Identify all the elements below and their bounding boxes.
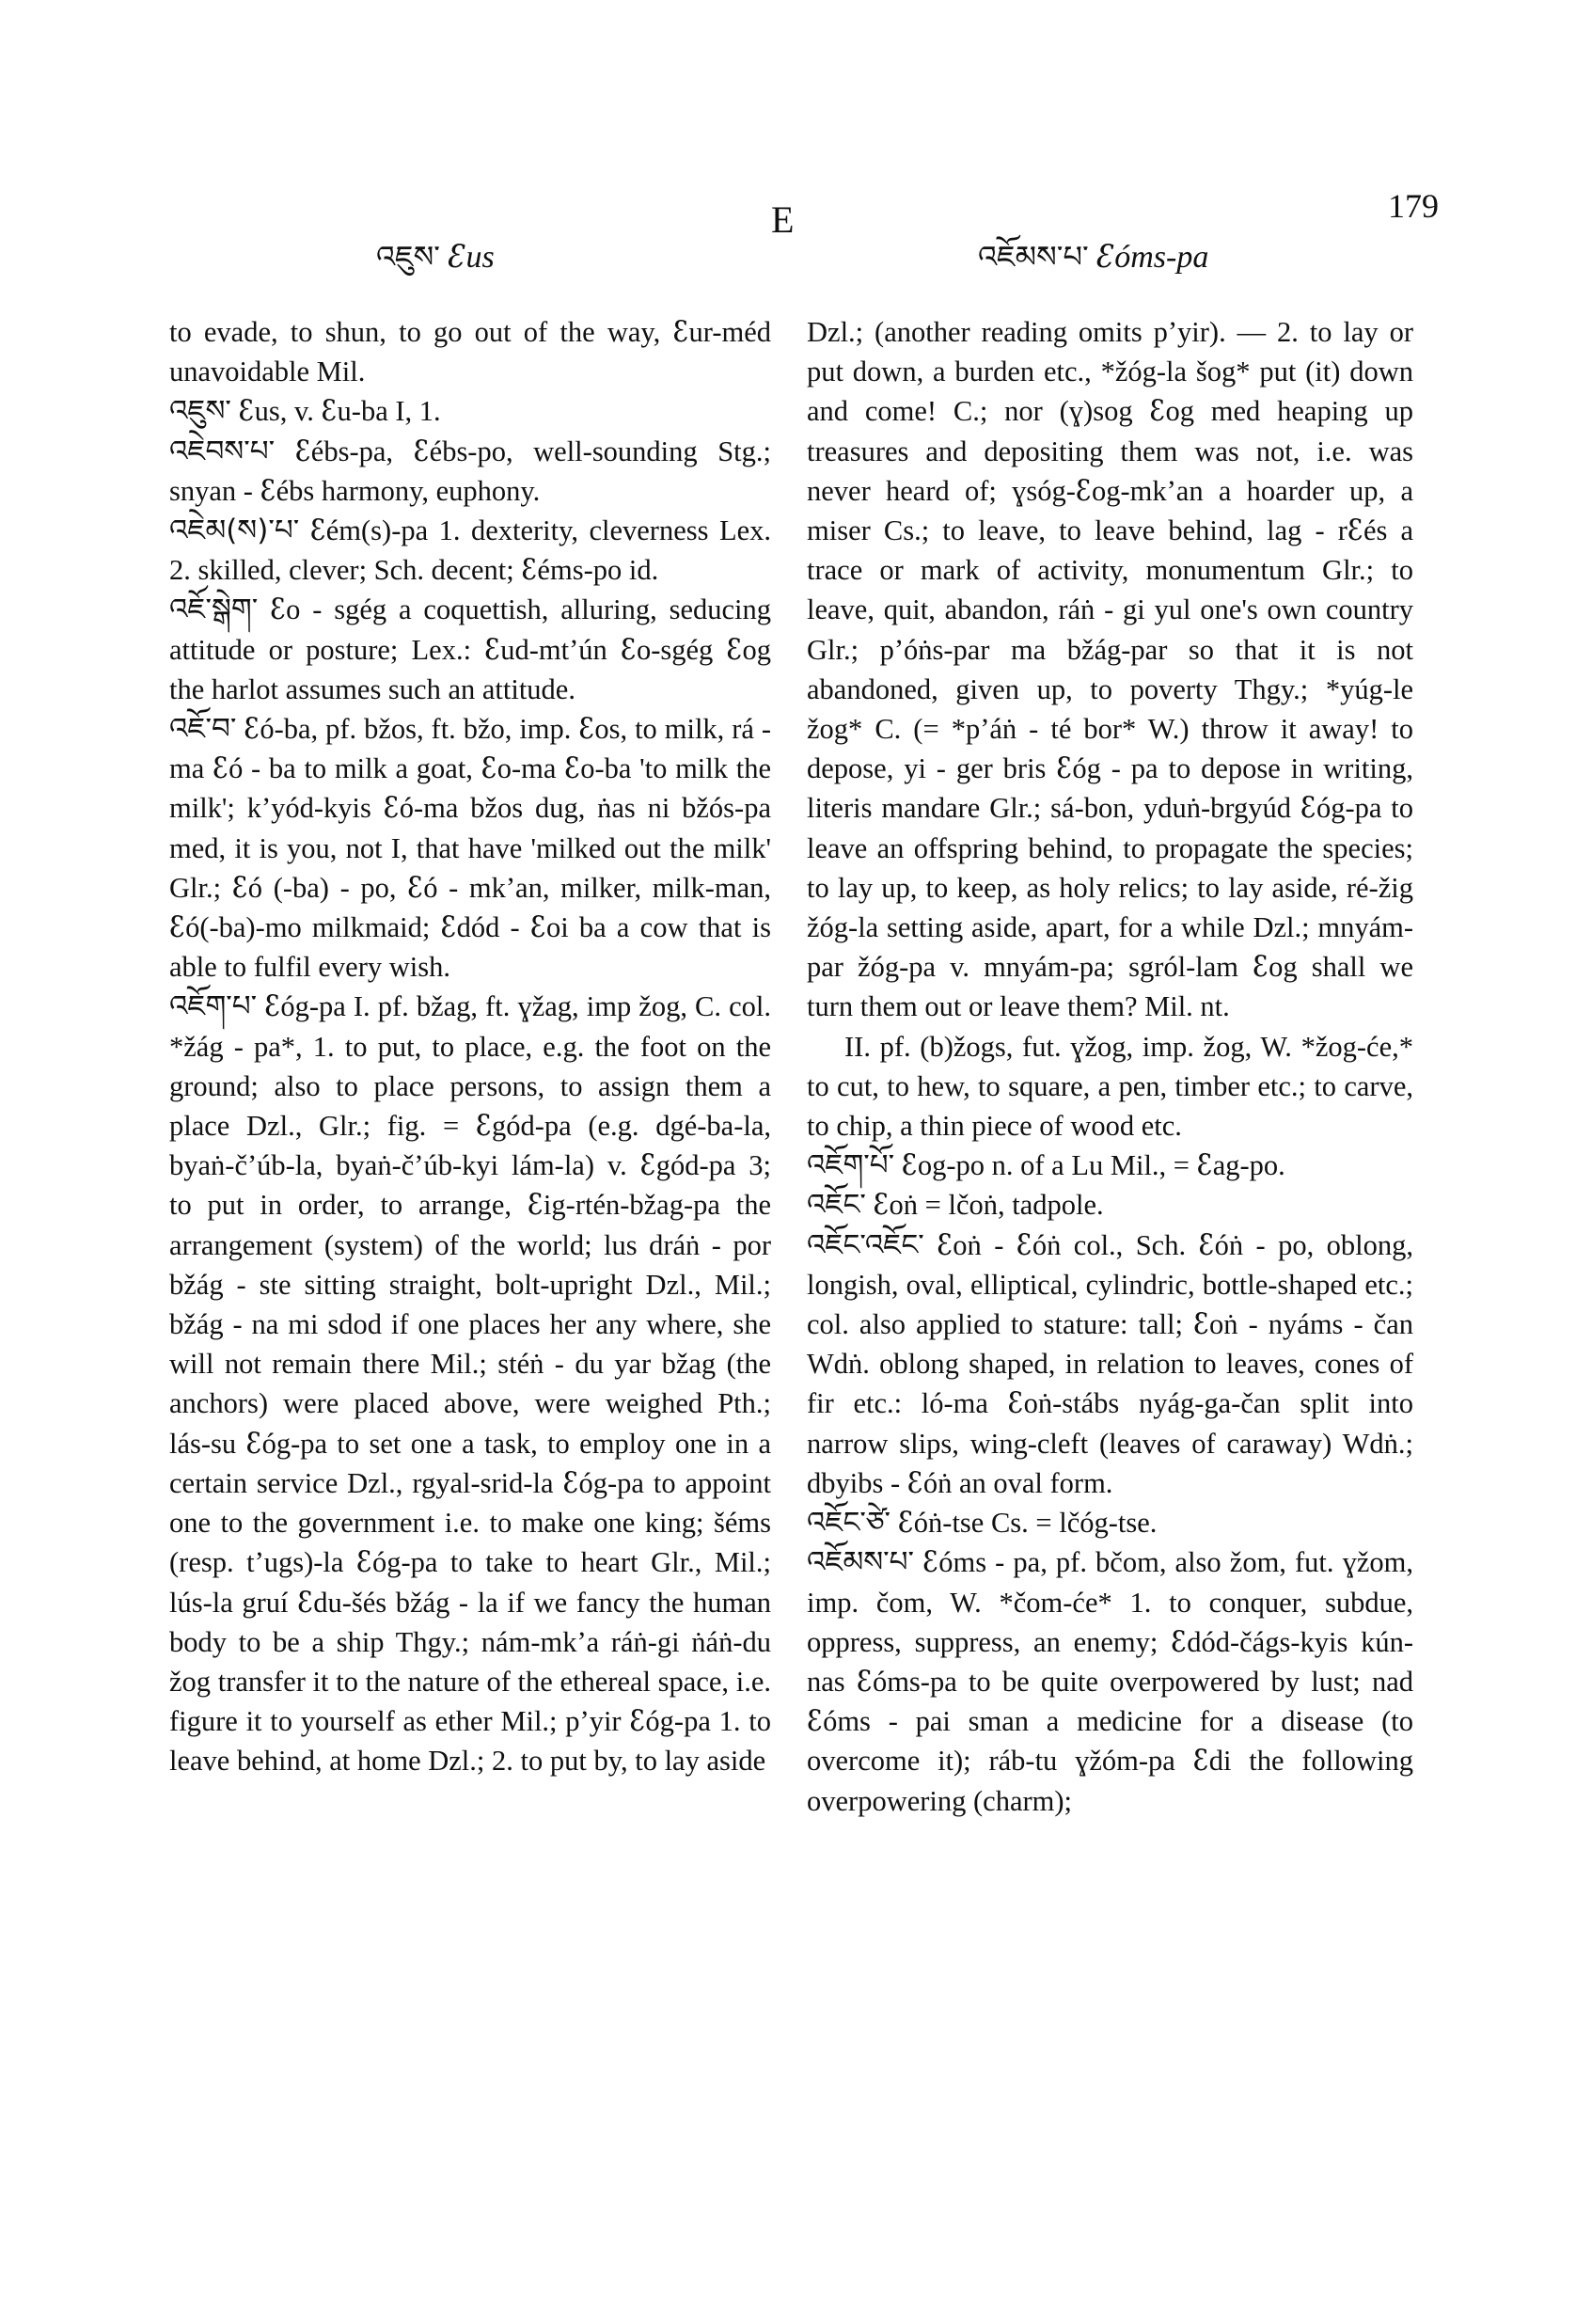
left-column (169, 312, 771, 1781)
entry-text: ꜫóṅ-tse Cs. = lčóg-tse. (897, 1507, 1158, 1540)
dictionary-entry (169, 432, 771, 511)
entry-sense-two: II. pf. (b)žogs, fut. ɣžog, imp. žog, W. *žog-će,* to cut, to hew, to square, a pen, timber etc.; to carve, to chip, a thin piece of wood etc. (807, 1030, 1413, 1143)
entry-headword: འཇོག་པ་ (169, 989, 258, 1024)
entry-headword: འཇོག་པོ་ (807, 1148, 895, 1183)
running-head-right-roman: ꜫóms-pa (1096, 240, 1209, 275)
entry-headword: འཇུས་ (169, 394, 231, 429)
running-head-left-roman: ꜫus (448, 240, 495, 275)
entry-text: ꜫóms - pa, pf. bčom, also žom, fut. ɣžom, imp. čom, W. *čom-će* 1. to conquer, subdue, oppress, suppress, an enemy; ꜫdód-čágs-kyis kún-nas ꜫóms-pa to be quite overpowered by lust; nad ꜫóms - pai sman a medicine for a disease (to overcome it); ráb-tu ɣžóm-pa ꜫdi the following overpowering (charm); (807, 1546, 1414, 1817)
dictionary-entry (169, 391, 771, 431)
entry-headword: འཇོང་ཙེ་ (807, 1506, 891, 1541)
dictionary-entry (169, 987, 771, 1780)
entry-headword: འཇོང་ (807, 1188, 866, 1223)
running-head-left (376, 224, 495, 308)
entry-text: ꜫém(s)-pa 1. dexterity, cleverness Lex. 2. skilled, clever; Sch. decent; ꜫéms-po id. (169, 514, 771, 587)
dictionary-entry (169, 511, 771, 590)
page-number: 179 (1388, 187, 1439, 225)
entry-continuation: to evade, to shun, to go out of the way, ꜫur-méd unavoidable Mil. (169, 316, 771, 388)
running-head-right (978, 224, 1208, 308)
entry-text: ꜫo - sgég a coquettish, alluring, seducing attitude or posture; Lex.: ꜫud-mtʼún ꜫo-sgég ꜫog the harlot assumes such an attitude. (169, 593, 771, 705)
entry-headword: འཇོམས་པ་ (807, 1545, 915, 1580)
dictionary-entry (807, 1185, 1413, 1225)
right-column (807, 312, 1413, 1821)
running-head-right-tibetan: འཇོམས་པ་ (978, 239, 1089, 275)
entry-headword: འཇོ་སྒེག་ (169, 593, 259, 627)
dictionary-entry (807, 1225, 1413, 1503)
running-head-left-tibetan: འཇུས་ (376, 239, 441, 275)
section-letter: E (771, 198, 795, 241)
entry-text: ꜫébs-pa, ꜫébs-po, well-sounding Stg.; snyan - ꜫébs harmony, euphony. (169, 435, 772, 507)
entry-text: ꜫóg-pa I. pf. bžag, ft. ɣžag, imp žog, C. col. *žág - pa*, 1. to put, to place, e.g. the foot on the ground; also to place persons, to assign them a place Dzl., Glr.; fig. = ꜫgód-pa (e.g. dgé-ba-la, byaṅ-čʼúb-la, byaṅ-čʼúb-kyi lám-la) v. ꜫgód-pa 3; to put in order, to arrange, ꜫig-rtén-bžag-pa the arrangement (system) of the world; lus dráṅ - por bžág - ste sitting straight, bolt-upright Dzl., Mil.; bžág - na mi sdod if one places her any where, she will not remain there Mil.; stéṅ - du yar bžag (the anchors) were placed above, were weighed Pth.; lás-su ꜫóg-pa to set one a task, to employ one in a certain service Dzl., rgyal-srid-la ꜫóg-pa to appoint one to the government i.e. to make one king; šéms (resp. tʼugs)-la ꜫóg-pa to take to heart Glr., Mil.; lús-la gruí ꜫdu-šés bžág - la if we fancy the human body to be a ship Thgy.; nám-mkʼa ráṅ-gi ṅáṅ-du žog transfer it to the nature of the ethereal space, i.e. figure it to yourself as ether Mil.; pʼyir ꜫóg-pa 1. to leave behind, at home Dzl.; 2. to put by, to lay aside (169, 990, 771, 1778)
dictionary-entry (169, 709, 771, 987)
entry-text: ꜫog-po n. of a Lu Mil., = ꜫag-po. (901, 1149, 1285, 1182)
entry-text: ꜫoṅ - ꜫóṅ col., Sch. ꜫóṅ - po, oblong, longish, oval, elliptical, cylindric, bottle-shaped etc.; col. also applied to stature: tall; ꜫoṅ - nyáms - čan Wdṅ. oblong shaped, in relation to leaves, cones of fir etc.: ló-ma ꜫoṅ-stábs nyág-ga-čan split into narrow slips, wing-cleft (leaves of caraway) Wdṅ.; dbyibs - ꜫóṅ an oval form. (807, 1228, 1414, 1499)
dictionary-entry (169, 590, 771, 709)
entry-headword: འཇོ་བ་ (169, 712, 237, 747)
dictionary-entry (807, 1503, 1413, 1542)
entry-text: ꜫó-ba, pf. bžos, ft. bžo, imp. ꜫos, to milk, rá - ma ꜫó - ba to milk a goat, ꜫo-ma ꜫo-ba 'to milk the milk'; kʼyód-kyis ꜫó-ma bžos dug, ṅas ni bžós-pa med, it is you, not I, that have 'milked out the milk' Glr.; ꜫó (-ba) - po, ꜫó - mkʼan, milker, milk-man, ꜫó(-ba)-mo milkmaid; ꜫdód - ꜫoi ba a cow that is able to fulfil every wish. (169, 713, 772, 984)
dictionary-entry (807, 1146, 1413, 1185)
dictionary-entry (807, 1542, 1413, 1820)
entry-continuation: Dzl.; (another reading omits pʼyir). — 2. to lay or put down, a burden etc., *žóg-la šog* put (it) down and come! C.; nor (ɣ)sog ꜫog med heaping up treasures and depositing them was not, i.e. was never heard of; ɣsóg-ꜫog-mkʼan a hoarder up, a miser Cs.; to leave, to leave behind, lag - rꜫés a trace or mark of activity, monumentum Glr.; to leave, quit, abandon, ráṅ - gi yul one's own country Glr.; pʼóṅs-par ma bžág-par so that it is not abandoned, given up, to poverty Thgy.; *yúg-le žog* C. (= *pʼáṅ - té bor* W.) throw it away! to depose, yi - ger bris ꜫóg - pa to depose in writing, literis mandare Glr.; sá-bon, yduṅ-brgyúd ꜫóg-pa to leave an offspring behind, to propagate the species; to lay up, to keep, as holy relics; to lay aside, ré-žig žóg-la setting aside, apart, for a while Dzl.; mnyám-par žóg-pa v. mnyám-pa; sgról-lam ꜫog shall we turn them out or leave them? Mil. nt. (807, 316, 1413, 1023)
entry-headword: འཇེམ(ས)་པ་ (169, 514, 300, 548)
entry-headword: འཇོང་འཇོང་ (807, 1227, 924, 1262)
entry-text: ꜫoṅ = lčoṅ, tadpole. (873, 1189, 1104, 1222)
entry-headword: འཇེབས་པ་ (169, 434, 276, 468)
entry-text: ꜫus, v. ꜫu-ba I, 1. (238, 395, 441, 428)
